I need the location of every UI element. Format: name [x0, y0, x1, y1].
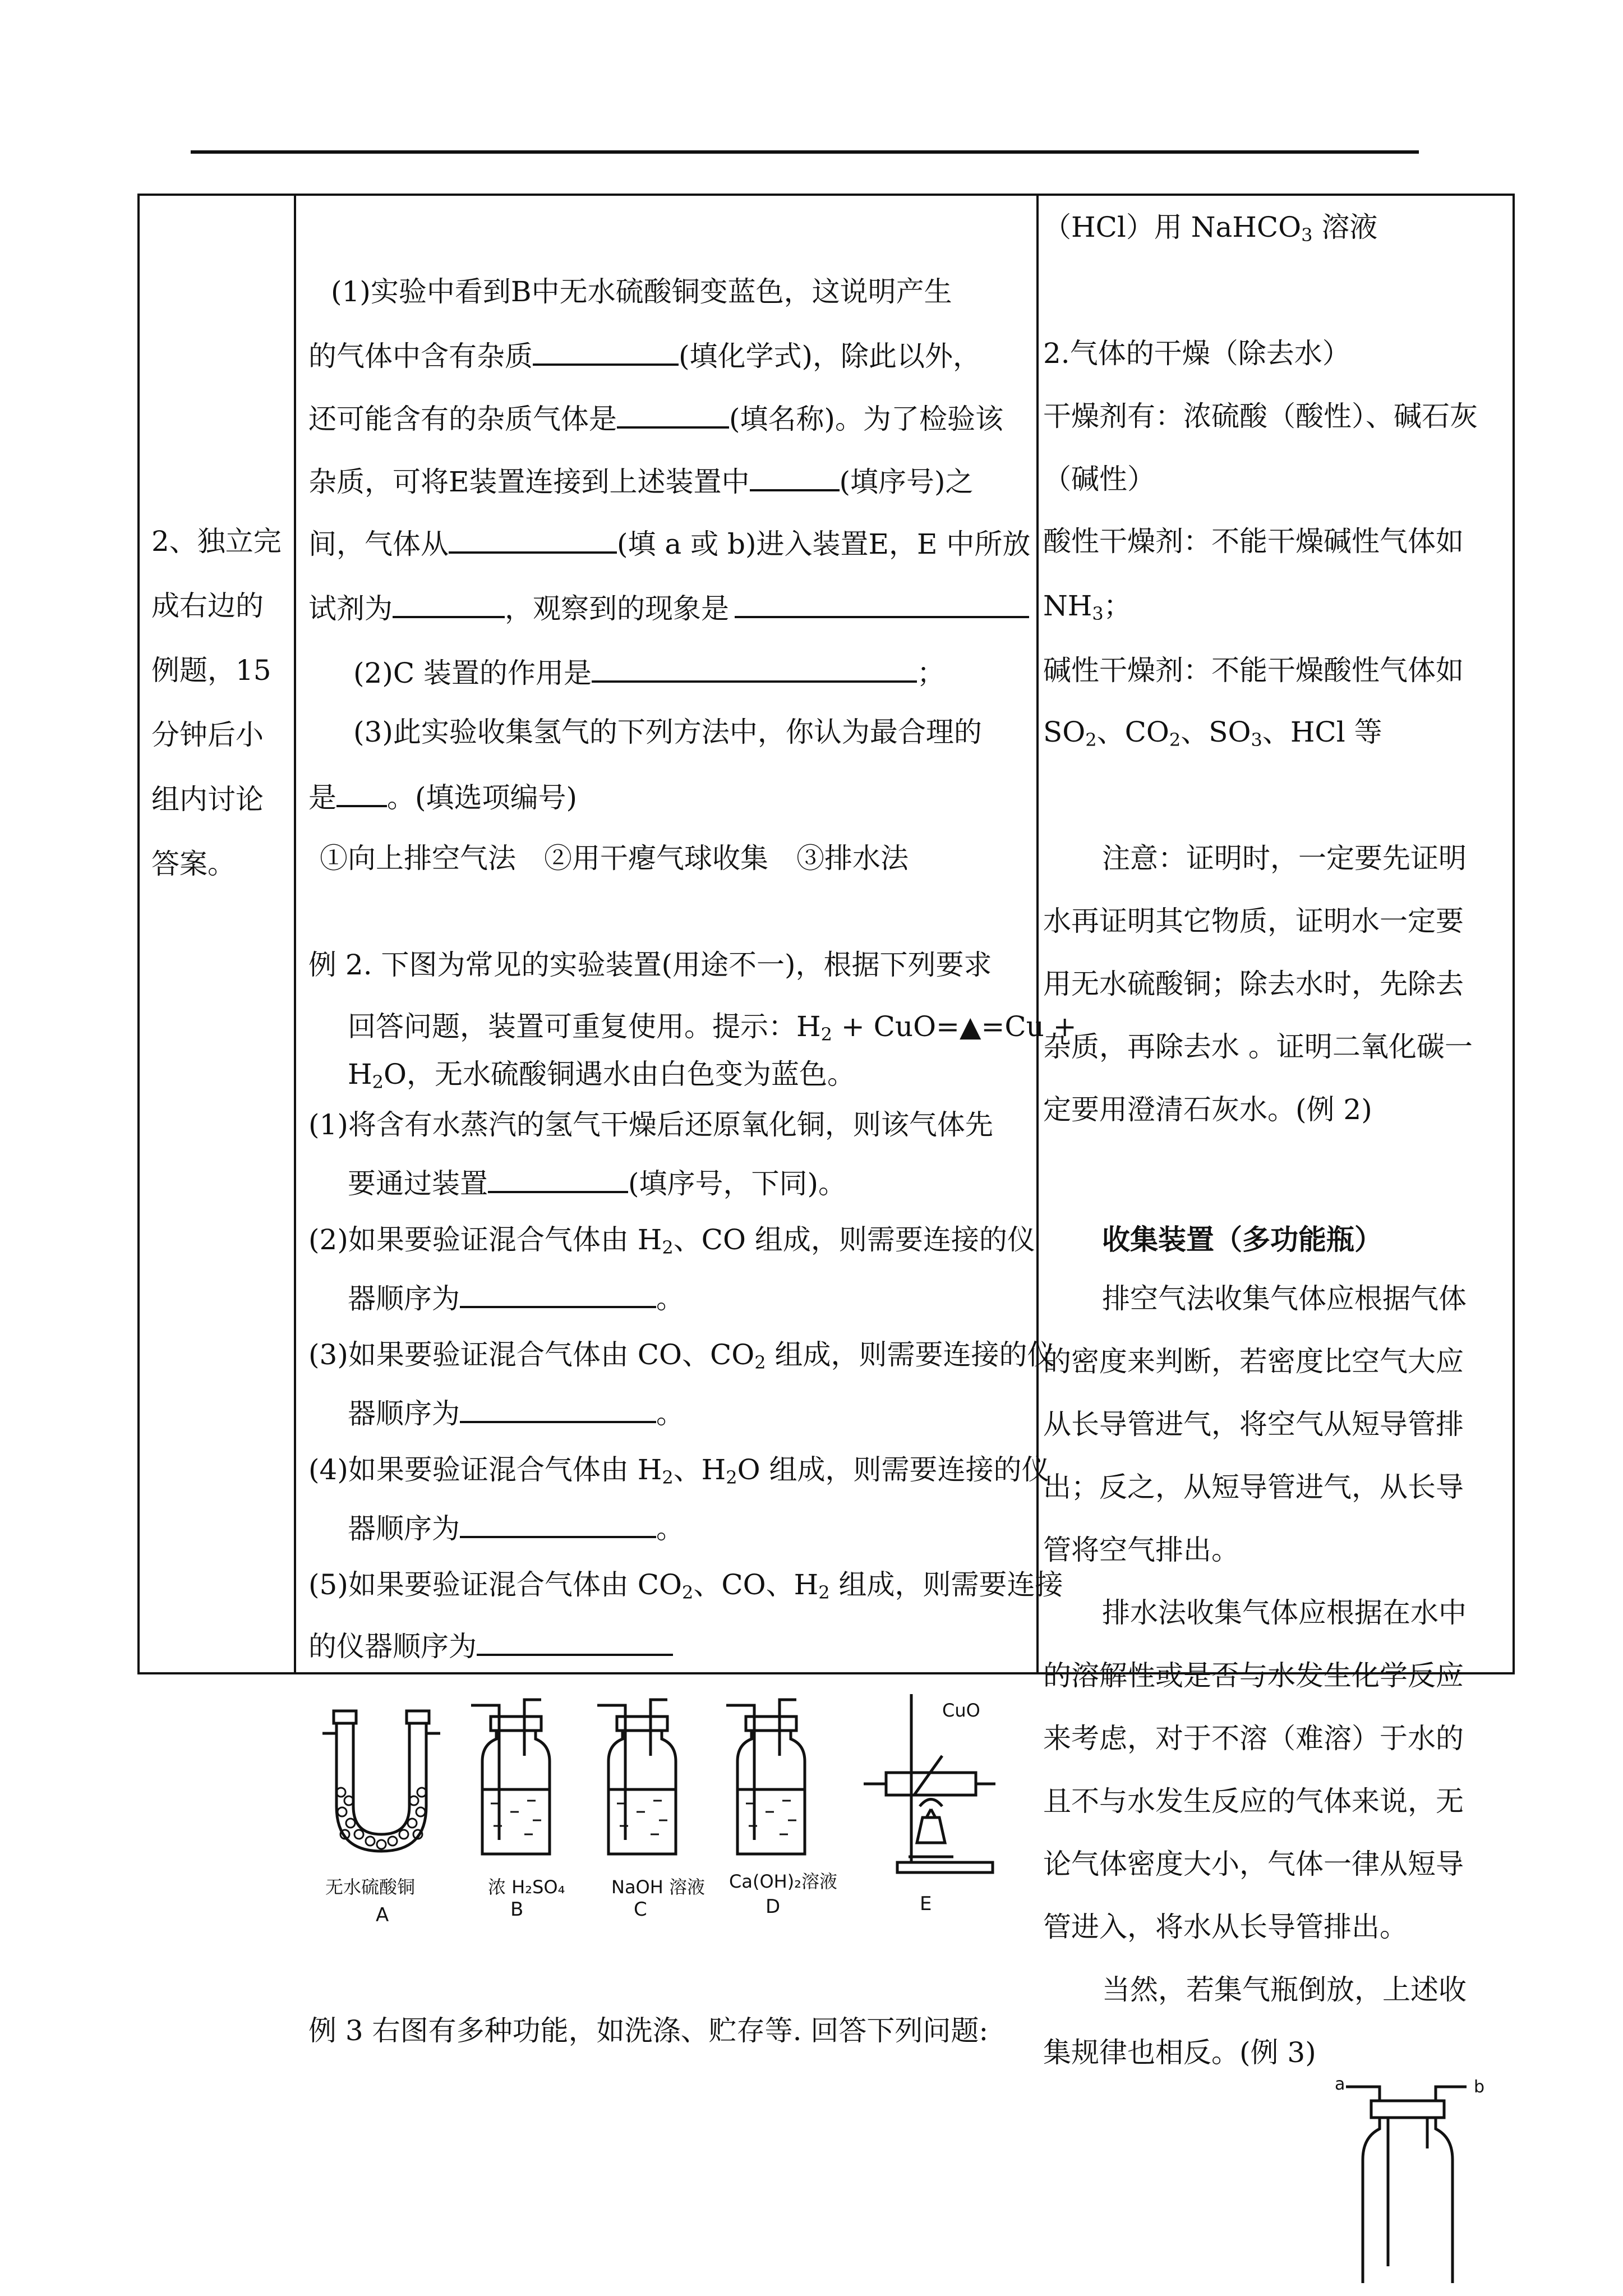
answer-blank[interactable]	[449, 524, 617, 554]
bottle-label-b: b	[1474, 2077, 1485, 2097]
apparatus-figure	[303, 1694, 1026, 1952]
left-line: 成右边的	[151, 590, 264, 622]
q3-options: ①向上排空气法 ②用干瘪气球收集 ③排水法	[320, 842, 909, 875]
subscript: 2	[372, 1071, 384, 1093]
ex2-line	[348, 1010, 1077, 1051]
q3-line: (3)此实验收集氢气的下列方法中，你认为最合理的	[353, 716, 982, 748]
q2-line	[353, 654, 945, 690]
figure-label: Ca(OH)₂溶液	[729, 1871, 838, 1892]
text: NH	[1043, 590, 1092, 622]
subscript: 3	[1092, 603, 1104, 624]
text: ；	[916, 657, 945, 689]
note-line	[1043, 589, 1132, 631]
answer-blank[interactable]	[477, 1627, 673, 1656]
q1-line: (1)实验中看到B中无水硫酸铜变蓝色，这说明产生	[331, 275, 952, 308]
q1-line	[308, 524, 1030, 561]
wash-bottle-icon	[597, 1700, 676, 1854]
subscript: 3	[1301, 224, 1313, 246]
note-line: 当然，若集气瓶倒放，上述收	[1102, 1973, 1467, 2006]
u-tube-icon	[322, 1711, 440, 1851]
answer-blank[interactable]	[488, 1164, 628, 1193]
section-title: 收集装置（多功能瓶）	[1102, 1223, 1382, 1256]
figure-letter: B	[510, 1898, 524, 1921]
note-line: 的溶解性或是否与水发生化学反应	[1043, 1659, 1464, 1692]
note-line: 的密度来判断，若密度比空气大应	[1043, 1345, 1464, 1378]
text: (3)如果要验证混合气体由 CO、CO	[308, 1338, 755, 1371]
text: 溶液	[1312, 211, 1378, 243]
text: 的仪器顺序为	[308, 1630, 477, 1663]
note-line: 用无水硫酸铜；除去水时，先除去	[1043, 968, 1464, 1000]
text: 组成，则需要连接	[829, 1568, 1063, 1601]
bottle-label-a: a	[1335, 2076, 1345, 2094]
text: 组成，则需要连接的仪	[766, 1338, 1055, 1371]
figure-letter: E	[920, 1893, 932, 1915]
left-line: 例题，15	[151, 654, 271, 687]
gas-bottle-figure	[1324, 2076, 1509, 2289]
text: (填名称)。为了检验该	[729, 403, 1004, 435]
ex2-line	[348, 1509, 684, 1545]
text: 。	[656, 1397, 684, 1430]
text: (填化学式)，除此以外，	[679, 340, 981, 372]
note-line: 管进入，将水从长导管排出。	[1043, 1911, 1408, 1943]
ex2-line	[308, 1223, 1035, 1264]
q1-line	[308, 462, 974, 499]
answer-blank[interactable]	[750, 462, 840, 491]
answer-blank[interactable]	[617, 399, 729, 429]
subscript: 2	[681, 1582, 694, 1603]
text: (2)C 装置的作用是	[353, 657, 592, 689]
q1-line	[308, 399, 1003, 436]
q1-line	[308, 589, 729, 625]
text: 还可能含有的杂质气体是	[308, 403, 617, 435]
ex2-line	[348, 1279, 684, 1315]
subscript: 2	[754, 1352, 766, 1373]
subscript: 2	[1169, 729, 1181, 751]
text: 、SO	[1181, 716, 1251, 748]
ex2-line	[308, 1453, 1050, 1494]
text: 、CO	[1096, 716, 1169, 748]
note-line: 论气体密度大小，气体一律从短导	[1043, 1848, 1464, 1880]
note-line	[1043, 715, 1382, 757]
text: (4)如果要验证混合气体由 H	[308, 1453, 662, 1486]
figure-letter: A	[376, 1904, 389, 1926]
text: 、H	[673, 1453, 726, 1486]
wash-bottle-icon	[471, 1700, 550, 1854]
text: (填 a 或 b)进入装置E，E 中所放	[617, 528, 1031, 560]
answer-blank[interactable]	[533, 337, 679, 366]
gas-bottle-icon	[1346, 2087, 1467, 2283]
text: 的气体中含有杂质	[308, 340, 533, 372]
note-line: 来考虑，对于不溶（难溶）于水的	[1043, 1722, 1464, 1755]
note-line: 且不与水发生反应的气体来说，无	[1043, 1785, 1464, 1818]
note-line: 集规律也相反。(例 3)	[1043, 2036, 1316, 2069]
note-line: 杂质，再除去水 。证明二氧化碳一	[1043, 1030, 1473, 1063]
text: 器顺序为	[348, 1397, 460, 1430]
note-line: 排空气法收集气体应根据气体	[1102, 1282, 1467, 1315]
note-line: 干燥剂有：浓硫酸（酸性）、碱石灰	[1043, 400, 1478, 432]
note-line: 酸性干燥剂：不能干燥碱性气体如	[1043, 525, 1464, 558]
answer-blank[interactable]	[393, 589, 505, 618]
text: （HCl）用 NaHCO	[1043, 211, 1302, 243]
subscript: 2	[820, 1024, 832, 1045]
text: 回答问题，装置可重复使用。提示：H	[348, 1010, 821, 1043]
text: ，观察到的现象是	[505, 592, 729, 625]
text: 器顺序为	[348, 1282, 460, 1315]
ex2-line	[348, 1057, 855, 1099]
figure-letter: D	[766, 1895, 781, 1918]
text: O，无水硫酸铜遇水由白色变为蓝色。	[383, 1058, 855, 1091]
q1-line	[308, 337, 981, 373]
ex2-line	[308, 1338, 1055, 1379]
left-column	[139, 195, 295, 1673]
figure-letter: C	[634, 1898, 647, 1921]
note-line: （碱性）	[1043, 463, 1155, 495]
answer-blank[interactable]	[460, 1394, 656, 1423]
answer-blank[interactable]	[460, 1279, 656, 1308]
text: ；	[1103, 590, 1132, 622]
answer-blank[interactable]	[592, 654, 917, 683]
text: 、HCl 等	[1262, 716, 1382, 748]
figure-label-cuo: CuO	[942, 1700, 980, 1721]
text: 间，气体从	[308, 528, 449, 560]
text: 。(填选项编号)	[387, 781, 578, 814]
text: 杂质，可将E装置连接到上述装置中	[308, 466, 750, 498]
left-line: 2、独立完	[151, 525, 282, 558]
ex2-line	[348, 1394, 684, 1430]
text: 、CO、H	[693, 1568, 819, 1601]
text: (填序号)之	[839, 466, 974, 498]
note-line: 注意：证明时，一定要先证明	[1102, 842, 1467, 875]
wash-bottle-icon	[726, 1700, 805, 1854]
subscript: 2	[1085, 729, 1097, 751]
figure-label: 浓 H₂SO₄	[488, 1876, 565, 1898]
header-rule	[191, 150, 1419, 154]
subscript: 2	[662, 1237, 674, 1258]
subscript: 2	[726, 1467, 737, 1488]
text: 是	[308, 781, 336, 814]
figure-label: 无水硫酸铜	[325, 1876, 416, 1898]
left-line: 组内讨论	[151, 783, 264, 816]
figure-label: NaOH 溶液	[611, 1876, 705, 1898]
text: 。	[656, 1512, 684, 1545]
answer-blank[interactable]	[336, 778, 387, 807]
text: SO	[1043, 716, 1086, 748]
text: + CuO=▲=Cu +	[832, 1010, 1077, 1043]
left-line: 分钟后小	[151, 719, 264, 751]
text: 。	[656, 1282, 684, 1315]
text: 试剂为	[308, 592, 393, 625]
text: 器顺序为	[348, 1512, 460, 1545]
subscript: 2	[818, 1582, 830, 1603]
text: O 组成，则需要连接的仪	[737, 1453, 1050, 1486]
note-line: 水再证明其它物质，证明水一定要	[1043, 905, 1464, 937]
note-line: 定要用澄清石灰水。(例 2)	[1043, 1093, 1372, 1126]
note-line: 从长导管进气，将空气从短导管排	[1043, 1408, 1464, 1441]
text: (2)如果要验证混合气体由 H	[308, 1223, 662, 1256]
ex2-line: 例 2. 下图为常见的实验装置(用途不一)，根据下列要求	[308, 949, 992, 981]
note-line: 出；反之，从短导管进气，从长导	[1043, 1471, 1464, 1503]
example-3: 例 3 右图有多种功能，如洗涤、贮存等. 回答下列问题:	[308, 2014, 989, 2047]
subscript: 2	[662, 1467, 674, 1488]
text: H	[348, 1058, 372, 1091]
answer-blank[interactable]	[460, 1509, 656, 1538]
ex2-line	[308, 1627, 673, 1663]
q3-line	[308, 778, 577, 815]
left-line: 答案。	[151, 848, 236, 880]
ex2-line	[348, 1164, 846, 1200]
note-line: 管将空气排出。	[1043, 1534, 1239, 1566]
ex2-line: (1)将含有水蒸汽的氢气干燥后还原氧化铜，则该气体先	[308, 1108, 993, 1141]
subscript: 3	[1251, 729, 1262, 751]
text: 要通过装置	[348, 1167, 488, 1200]
text: (5)如果要验证混合气体由 CO	[308, 1568, 682, 1601]
text: (填序号，下同)。	[628, 1167, 847, 1200]
answer-blank[interactable]	[735, 616, 1029, 618]
note-line: 2.气体的干燥（除去水）	[1043, 337, 1350, 370]
ex2-line	[308, 1568, 1063, 1609]
note-line: 碱性干燥剂：不能干燥酸性气体如	[1043, 654, 1464, 687]
note-line: 排水法收集气体应根据在水中	[1102, 1596, 1467, 1629]
text: 、CO 组成，则需要连接的仪	[673, 1223, 1035, 1256]
note-line	[1043, 210, 1377, 252]
